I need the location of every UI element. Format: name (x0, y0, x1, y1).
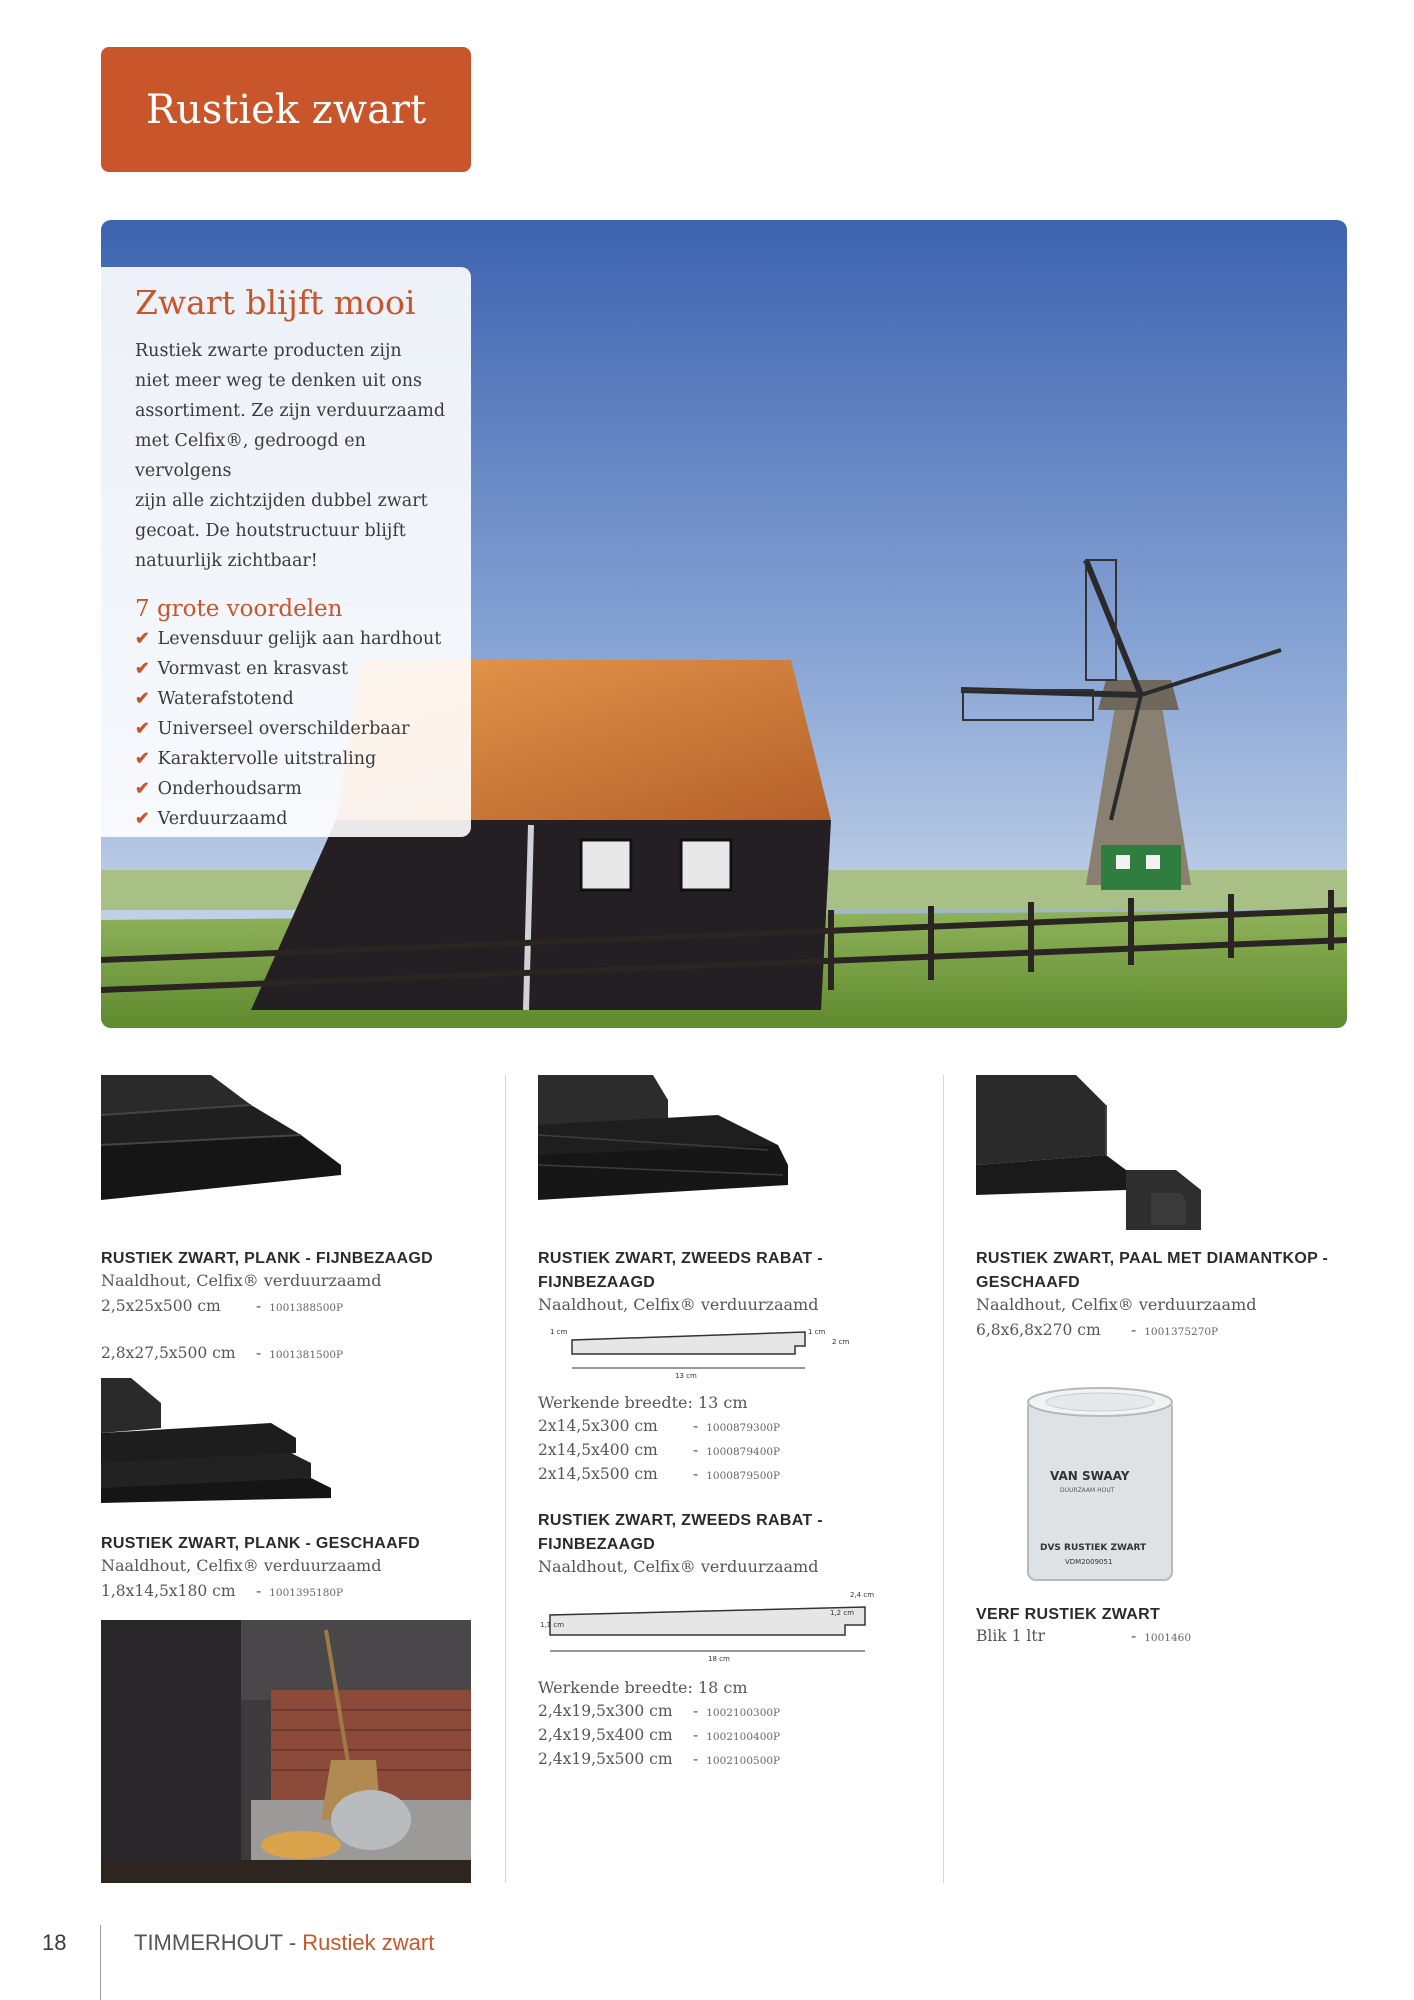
product-title (976, 1247, 1328, 1295)
spec-dimension: 2x14,5x400 cm (538, 1441, 658, 1459)
spec-dash: - (693, 1726, 699, 1744)
benefit-label: Levensduur gelijk aan hardhout (157, 629, 442, 649)
spec-dash: - (256, 1582, 262, 1600)
footer-breadcrumb (134, 1930, 434, 1956)
intro-line: natuurlijk zichtbaar! (135, 551, 318, 571)
spec-row (538, 1702, 780, 1720)
product-subtitle: Naaldhout, Celfix® verduurzaamd (538, 1557, 819, 1576)
profile-drawing-13cm (540, 1320, 860, 1385)
intro-card (101, 267, 471, 837)
spec-dimension: 2,5x25x500 cm (101, 1297, 221, 1315)
intro-line: Rustiek zwarte producten zijn (135, 341, 402, 361)
spec-dash: - (1131, 1627, 1137, 1645)
section-title-box (101, 47, 471, 172)
spec-code: 1001460 (1144, 1632, 1192, 1644)
product-title: RUSTIEK ZWART, PLANK - FIJNBEZAAGD (101, 1250, 433, 1267)
spec-row (538, 1750, 780, 1768)
spec-code: 1001381500P (269, 1349, 344, 1361)
benefit-label: Onderhoudsarm (157, 779, 302, 799)
can-code: VDM2009051 (1065, 1558, 1113, 1566)
spec-dash: - (693, 1441, 699, 1459)
benefit-label: Karaktervolle uitstraling (157, 749, 377, 769)
dim-label: 1,1 cm (540, 1621, 565, 1629)
intro-line: gecoat. De houtstructuur blijft (135, 521, 406, 541)
spec-row (538, 1441, 780, 1459)
dim-label: 18 cm (708, 1655, 730, 1663)
dim-label: 13 cm (675, 1372, 697, 1380)
product-title: RUSTIEK ZWART, PLANK - GESCHAAFD (101, 1535, 420, 1552)
can-brand-sub: DUURZAAM HOUT (1060, 1487, 1115, 1494)
spec-dash: - (256, 1344, 262, 1362)
footer-section: TIMMERHOUT (134, 1930, 283, 1955)
product-title-line: FIJNBEZAAGD (538, 1274, 656, 1291)
zweeds-rabat-image (538, 1075, 868, 1200)
benefit-item (135, 624, 453, 654)
footer-divider (100, 1925, 101, 2000)
product-title-line: RUSTIEK ZWART, PAAL MET DIAMANTKOP - (976, 1250, 1329, 1267)
spec-dimension: 2x14,5x500 cm (538, 1465, 658, 1483)
section-title: Rustiek zwart (145, 86, 427, 133)
check-icon: ✔ (135, 809, 150, 829)
footer-subsection: Rustiek zwart (302, 1930, 435, 1955)
benefit-item (135, 714, 453, 744)
product-title (538, 1247, 823, 1295)
paint-can-image (1020, 1380, 1180, 1590)
spec-code: 1000879500P (706, 1470, 781, 1482)
spec-dimension: Blik 1 ltr (976, 1627, 1046, 1645)
spec-dash: - (693, 1702, 699, 1720)
column-divider (943, 1075, 944, 1883)
spec-code: 1002100400P (706, 1731, 781, 1743)
product-title-line: GESCHAAFD (976, 1274, 1081, 1291)
benefit-label: Universeel overschilderbaar (157, 719, 410, 739)
intro-line: niet meer weg te denken uit ons (135, 371, 422, 391)
spec-code: 1001375270P (1144, 1326, 1219, 1338)
spec-dash: - (256, 1297, 262, 1315)
spec-dash: - (693, 1417, 699, 1435)
product-subtitle: Naaldhout, Celfix® verduurzaamd (976, 1295, 1257, 1314)
werkende-breedte: Werkende breedte: 13 cm (538, 1393, 748, 1412)
profile-drawing-18cm (540, 1585, 880, 1665)
benefit-label: Verduurzaamd (157, 809, 288, 829)
spec-dimension: 1,8x14,5x180 cm (101, 1582, 236, 1600)
check-icon: ✔ (135, 749, 150, 769)
product-subtitle: Naaldhout, Celfix® verduurzaamd (101, 1556, 382, 1575)
product-subtitle: Naaldhout, Celfix® verduurzaamd (538, 1295, 819, 1314)
intro-line: met Celfix®, gedroogd en vervolgens (135, 431, 366, 481)
benefit-item (135, 774, 453, 804)
benefit-label: Waterafstotend (157, 689, 294, 709)
spec-row (976, 1321, 1218, 1339)
benefit-item (135, 684, 453, 714)
plank-fijnbezaagd-image (101, 1075, 341, 1200)
spec-dimension: 2,4x19,5x300 cm (538, 1702, 673, 1720)
check-icon: ✔ (135, 659, 150, 679)
check-icon: ✔ (135, 719, 150, 739)
benefits-title: 7 grote voordelen (135, 596, 343, 622)
can-label: DVS RUSTIEK ZWART (1040, 1543, 1147, 1553)
plank-geschaafd-image (101, 1378, 341, 1503)
product-title: VERF RUSTIEK ZWART (976, 1606, 1161, 1623)
can-brand: VAN SWAAY (1050, 1469, 1130, 1483)
spec-row (538, 1726, 780, 1744)
spec-code: 1000879400P (706, 1446, 781, 1458)
product-subtitle: Naaldhout, Celfix® verduurzaamd (101, 1271, 382, 1290)
dim-label: 2 cm (832, 1338, 850, 1346)
benefit-item (135, 654, 453, 684)
spec-row (101, 1297, 343, 1315)
spec-code: 1002100500P (706, 1755, 781, 1767)
dim-label: 1 cm (550, 1328, 568, 1336)
spec-dimension: 6,8x6,8x270 cm (976, 1321, 1101, 1339)
werkende-breedte: Werkende breedte: 18 cm (538, 1678, 748, 1697)
spec-dash: - (693, 1465, 699, 1483)
check-icon: ✔ (135, 779, 150, 799)
column-divider (505, 1075, 506, 1883)
spec-dash: - (693, 1750, 699, 1768)
paal-diamantkop-image (976, 1075, 1226, 1235)
dim-label: 2,4 cm (850, 1591, 875, 1599)
spec-code: 1001395180P (269, 1587, 344, 1599)
spec-dimension: 2,8x27,5x500 cm (101, 1344, 236, 1362)
spec-row (976, 1627, 1191, 1645)
product-title-line: FIJNBEZAAGD (538, 1536, 656, 1553)
page-number: 18 (42, 1930, 67, 1955)
spec-dash: - (1131, 1321, 1137, 1339)
footer-separator: - (288, 1930, 297, 1955)
benefits-list (135, 624, 453, 834)
check-icon: ✔ (135, 629, 150, 649)
benefit-label: Vormvast en krasvast (157, 659, 349, 679)
spec-code: 1002100300P (706, 1707, 781, 1719)
spec-code: 1000879300P (706, 1422, 781, 1434)
intro-line: zijn alle zichtzijden dubbel zwart (135, 491, 428, 511)
intro-line: assortiment. Ze zijn verduurzaamd (135, 401, 446, 421)
spec-row (538, 1417, 780, 1435)
spec-code: 1001388500P (269, 1302, 344, 1314)
check-icon: ✔ (135, 689, 150, 709)
intro-body (135, 336, 453, 576)
spec-row (538, 1465, 780, 1483)
product-title (538, 1509, 823, 1557)
spec-dimension: 2x14,5x300 cm (538, 1417, 658, 1435)
shed-wall-photo (101, 1620, 471, 1883)
benefit-item (135, 744, 453, 774)
spec-row (101, 1582, 343, 1600)
dim-label: 1,2 cm (830, 1609, 855, 1617)
dim-label: 1 cm (808, 1328, 826, 1336)
product-title-line: RUSTIEK ZWART, ZWEEDS RABAT - (538, 1512, 823, 1529)
spec-dimension: 2,4x19,5x400 cm (538, 1726, 673, 1744)
product-title-line: RUSTIEK ZWART, ZWEEDS RABAT - (538, 1250, 823, 1267)
spec-row (101, 1344, 343, 1362)
spec-dimension: 2,4x19,5x500 cm (538, 1750, 673, 1768)
benefit-item (135, 804, 453, 834)
intro-heading: Zwart blijft mooi (135, 283, 416, 322)
